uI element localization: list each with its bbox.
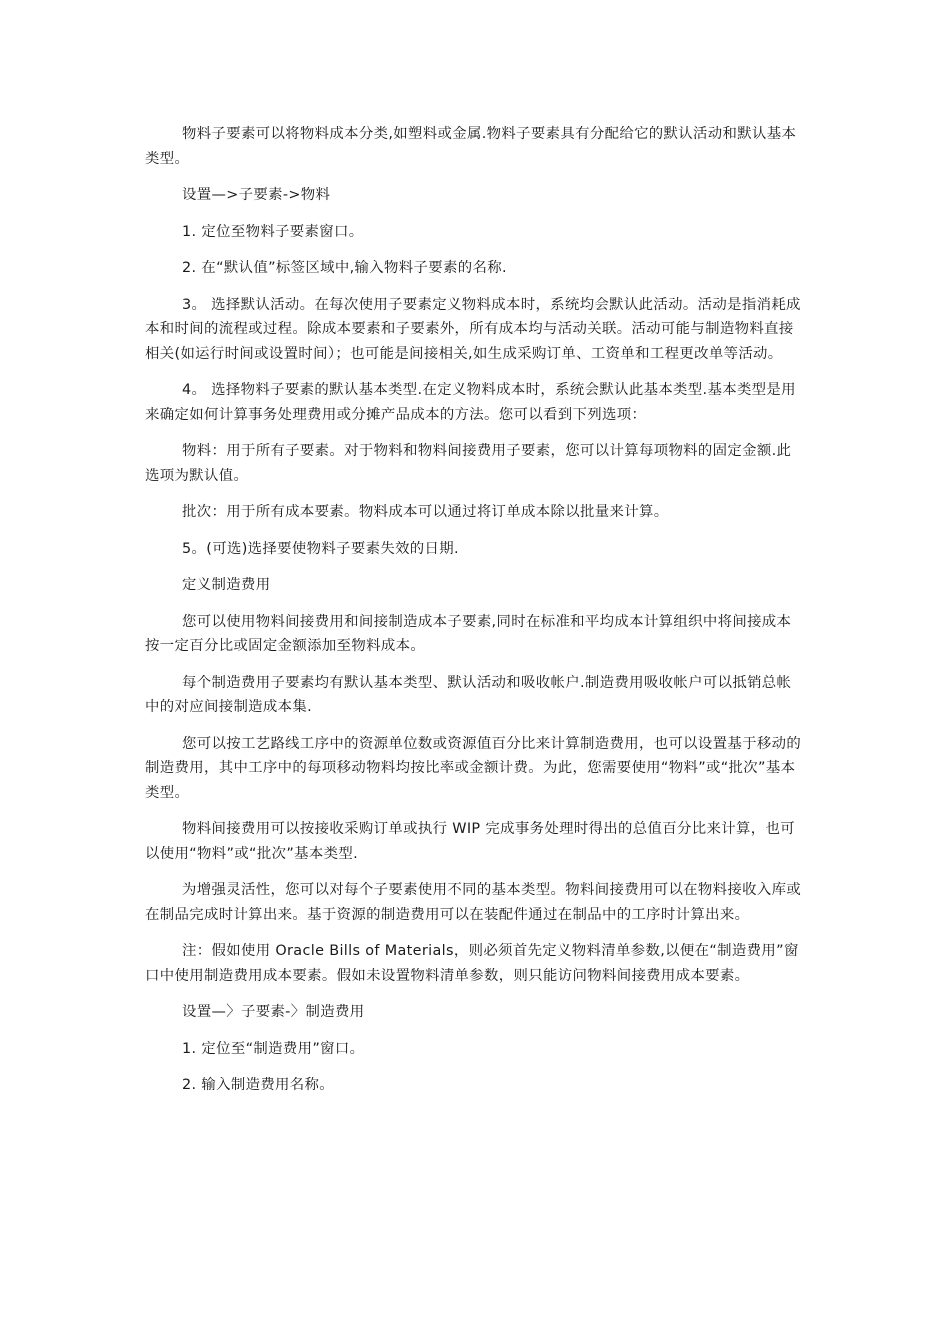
paragraph-overhead-routing: 您可以按工艺路线工序中的资源单位数或资源值百分比来计算制造费用，也可以设置基于移动的制造费用，其中工序中的每项移动物料均按比率或金额计费。为此，您需要使用“物料”或“批次”基本类型。: [145, 735, 802, 801]
paragraph-step-5: 5。(可选)选择要使物料子要素失效的日期.: [182, 540, 459, 557]
paragraph-step-1: 1. 定位至物料子要素窗口。: [182, 223, 364, 240]
paragraph-material-overhead: 物料间接费用可以按接收采购订单或执行 WIP 完成事务处理时得出的总值百分比来计算，也可以使用“物料”或“批次”基本类型.: [145, 821, 795, 862]
paragraph-flexibility: 为增强灵活性，您可以对每个子要素使用不同的基本类型。物料间接费用可以在物料接收入库或在制品完成时计算出来。基于资源的制造费用可以在装配件通过在制品中的工序时计算出来。: [145, 882, 802, 923]
paragraph-overhead-account: 每个制造费用子要素均有默认基本类型、默认活动和吸收帐户.制造费用吸收帐户可以抵销总帐中的对应间接制造成本集.: [145, 674, 792, 715]
paragraph-overhead-step-2: 2. 输入制造费用名称。: [182, 1077, 335, 1093]
paragraph-setup-path-overhead: 设置—〉子要素-〉制造费用: [182, 1004, 365, 1020]
paragraph-step-3: 3。 选择默认活动。在每次使用子要素定义物料成本时，系统均会默认此活动。活动是指消耗成本和时间的流程或过程。除成本要素和子要素外，所有成本均与活动关联。活动可能与制造物料直接相关(如运行时间或设置时间）；也可能是间接相关,如生成采购订单、工资单和工程更改单等活动。: [145, 296, 801, 362]
paragraph-option-material: 物料：用于所有子要素。对于物料和物料间接费用子要素，您可以计算每项物料的固定金额.此选项为默认值。: [145, 443, 792, 484]
paragraph-step-2: 2. 在“默认值”标签区域中,输入物料子要素的名称.: [182, 260, 507, 276]
paragraph-note-bom: 注：假如使用 Oracle Bills of Materials，则必须首先定义物料清单参数,以便在“制造费用”窗口中使用制造费用成本要素。假如未设置物料清单参数，则只能访问物料间接费用成本要素。: [145, 943, 799, 984]
paragraph-heading-overhead: 定义制造费用: [182, 577, 271, 593]
paragraph-overhead-step-1: 1. 定位至“制造费用”窗口。: [182, 1040, 365, 1057]
paragraph-step-4: 4。 选择物料子要素的默认基本类型.在定义物料成本时，系统会默认此基本类型.基本类型是用来确定如何计算事务处理费用或分摊产品成本的方法。您可以看到下列选项：: [145, 382, 796, 423]
paragraph-overhead-intro: 您可以使用物料间接费用和间接制造成本子要素,同时在标准和平均成本计算组织中将间接成本按一定百分比或固定金额添加至物料成本。: [145, 613, 792, 654]
paragraph-setup-path-material: 设置—>子要素->物料: [182, 187, 331, 203]
paragraph-material-subelement-intro: 物料子要素可以将物料成本分类,如塑料或金属.物料子要素具有分配给它的默认活动和默认基本类型。: [145, 126, 797, 167]
paragraph-option-lot: 批次：用于所有成本要素。物料成本可以通过将订单成本除以批量来计算。: [182, 504, 669, 520]
document-body: [145, 122, 805, 1110]
